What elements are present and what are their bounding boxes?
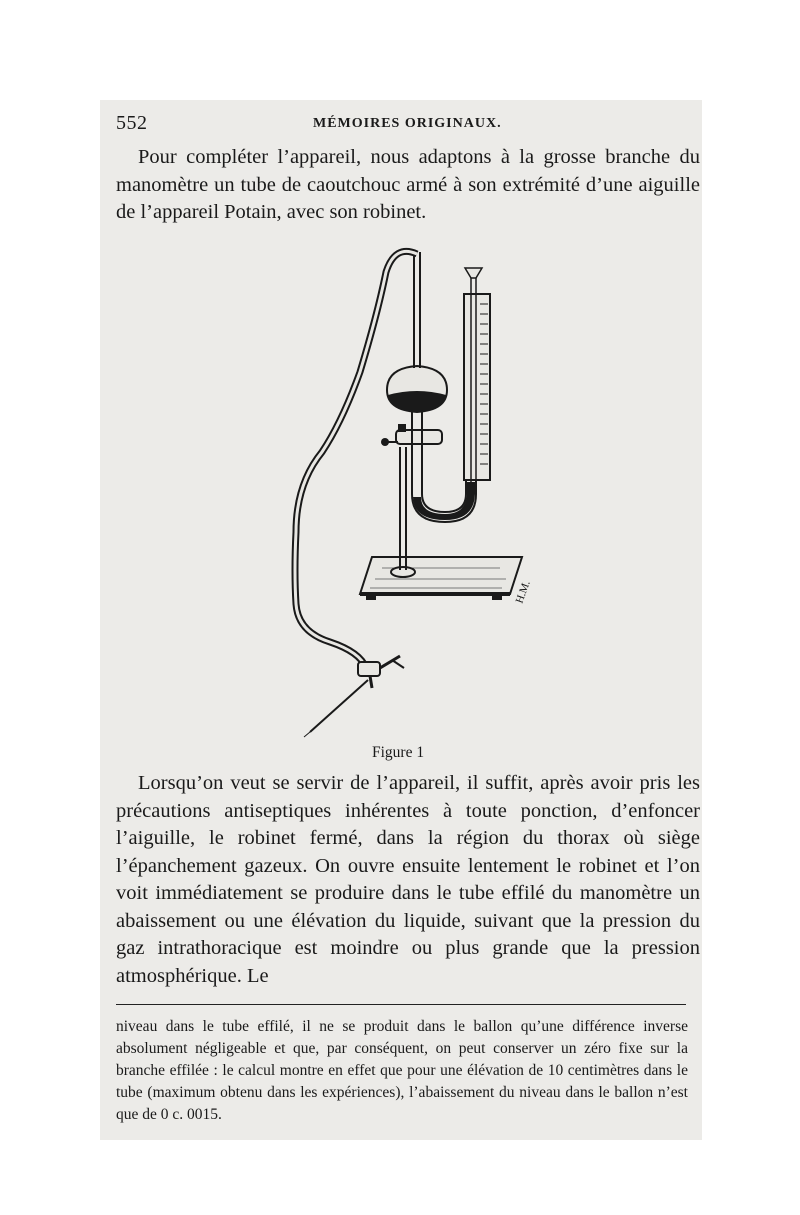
graduated-scale [464, 268, 490, 482]
potain-needle-valve [304, 656, 404, 737]
manometer-apparatus-figure [200, 232, 600, 747]
rubber-hose [295, 251, 417, 668]
figure-caption: Figure 1 [372, 744, 425, 761]
body-paragraph-2: Lorsqu’on veut se servir de l’appareil, il suffit, après avoir pris les précautions antiseptiques inhérentes à toute ponction, d’enfoncer l’aiguille, le robinet fermé, dans la région du thorax où siège l’épanchement gazeux. On ouvre ensuite lentement le robinet et l’on voit immédiatement se produire dans le tube effilé du manomètre un abaissement ou une élévation du liquide, suivant que la pression du gaz intrathoracique est moindre ou plus grande que la pression atmosphérique. Le [116, 772, 700, 987]
footnote-text: niveau dans le tube effilé, il ne se produit dans le ballon qu’une différence inverse absolument négligeable et que, par conséquent, on peut conserver un zéro fixe sur la branche effilée : le calcul montre en effet que pour une élévation de 10 centimètres dans le tube (maximum obtenu dans les expériences), l’abaissement du niveau dans le ballon n’est que de 0 c. 0015. [116, 1018, 688, 1123]
flask [387, 252, 447, 494]
running-title: MÉMOIRES ORIGINAUX. [313, 116, 502, 131]
base-plate [360, 557, 522, 600]
body-paragraph-1: Pour compléter l’appareil, nous adaptons à la grosse branche du manomètre un tube de caoutchouc armé à son extrémité d’une aiguille de l’appareil Potain, avec son robinet. [116, 146, 700, 223]
manometer-apparatus-drawing [200, 232, 600, 747]
illustrator-signature: H.M. [513, 579, 533, 606]
footnote-divider [116, 1004, 686, 1005]
page-number: 552 [116, 112, 148, 134]
page-header [116, 110, 700, 140]
